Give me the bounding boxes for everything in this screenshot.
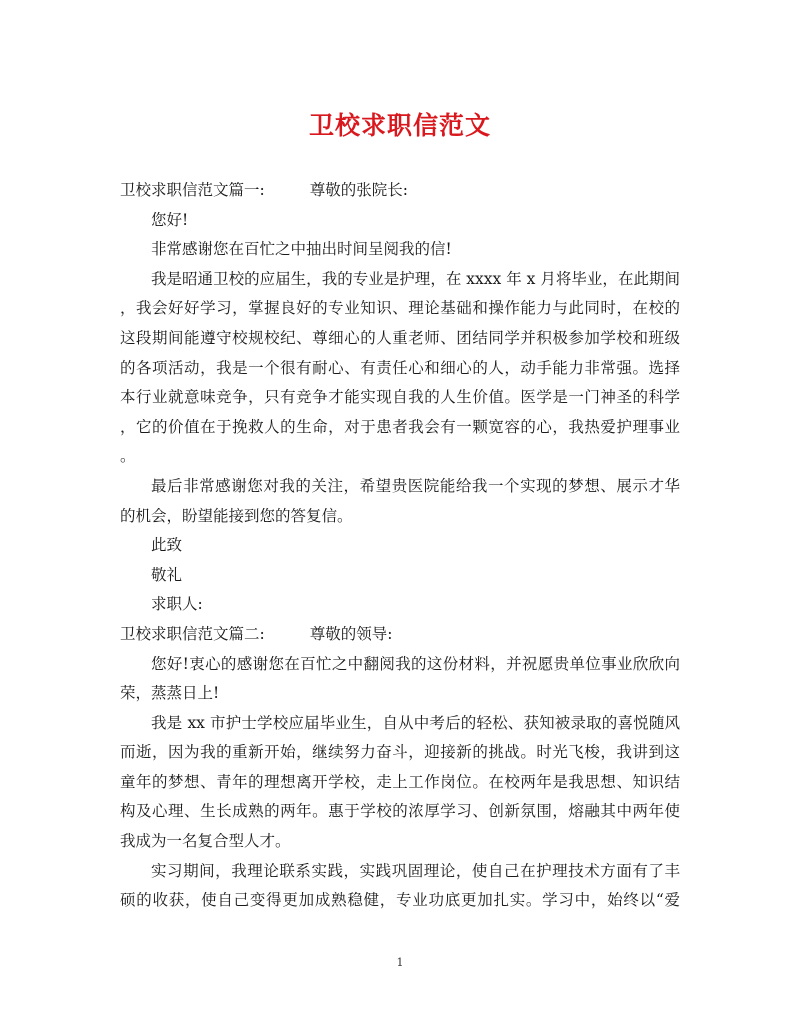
letter2-para1-line: 您好!衷心的感谢您在百忙之中翻阅我的这份材料，并祝愿贵单位事业欣欣向 [151, 654, 680, 673]
letter1-para1-line: 。 [120, 447, 136, 466]
letter2-para2-line: 我是 xx 市护士学校应届毕业生，自从中考后的轻松、获知被录取的喜悦随风 [151, 713, 680, 732]
letter1-header-line [120, 176, 680, 206]
letter1-para1-line: 这段期间能遵守校规校纪、尊细心的人重老师、团结同学并积极参加学校和班级 [120, 328, 680, 347]
letter1-para1-line: 我是昭通卫校的应届生，我的专业是护理，在 xxxx 年 x 月将毕业，在此期间 [151, 269, 680, 288]
letter1-signature: 求职人: [151, 595, 203, 614]
letter1-thanks: 非常感谢您在百忙之中抽出时间呈阅我的信! [151, 240, 452, 259]
letter2-para2-line: 我成为一名复合型人才。 [120, 832, 291, 851]
letter1-closing1: 此致 [151, 536, 183, 555]
letter2-para3-line: 硕的收获，使自己变得更加成熟稳健，专业功底更加扎实。学习中，始终以“爱 [120, 891, 680, 910]
letter2-heading: 卫校求职信范文篇二: [120, 624, 265, 643]
document-body [120, 176, 680, 916]
letter1-para1-line: 本行业就意味竞争，只有竞争才能实现自我的人生价值。医学是一门神圣的科学 [120, 388, 680, 407]
letter1-para2-line: 的机会，盼望能接到您的答复信。 [120, 506, 353, 525]
letter1-closing2: 敬礼 [151, 565, 183, 584]
letter2-para2-line: 童年的梦想、青年的理想离开学校，走上工作岗位。在校两年是我思想、知识结 [120, 772, 680, 791]
document-title: 卫校求职信范文 [308, 111, 491, 140]
letter2-para3-line: 实习期间，我理论联系实践，实践巩固理论，使自己在护理技术方面有了丰 [151, 861, 680, 880]
letter1-greeting: 您好! [151, 210, 189, 229]
letter2-para1-line: 荣，蒸蒸日上! [120, 684, 220, 703]
letter1-para1-line: 的各项活动，我是一个很有耐心、有责任心和细心的人，动手能力非常强。选择 [120, 358, 680, 377]
letter2-para2-line: 构及心理、生长成熟的两年。惠于学校的浓厚学习、创新氛围，熔融其中两年使 [120, 802, 680, 821]
letter1-para1-line: ，我会好好学习，掌握良好的专业知识、理论基础和操作能力与此同时，在校的 [120, 299, 680, 318]
letter1-heading: 卫校求职信范文篇一: [120, 181, 265, 199]
letter2-salutation: 尊敬的领导: [309, 624, 393, 643]
letter1-para1-line: ，它的价值在于挽救人的生命，对于患者我会有一颗宽容的心，我热爱护理事业 [120, 417, 680, 436]
letter1-para2-line: 最后非常感谢您对我的关注，希望贵医院能给我一个实现的梦想、展示才华 [151, 476, 680, 495]
page-number: 1 [396, 956, 404, 969]
letter2-header-line [120, 620, 680, 650]
letter1-salutation: 尊敬的张院长: [309, 181, 408, 199]
letter2-para2-line: 而逝，因为我的重新开始，继续努力奋斗，迎接新的挑战。时光飞梭，我讲到这 [120, 743, 680, 762]
